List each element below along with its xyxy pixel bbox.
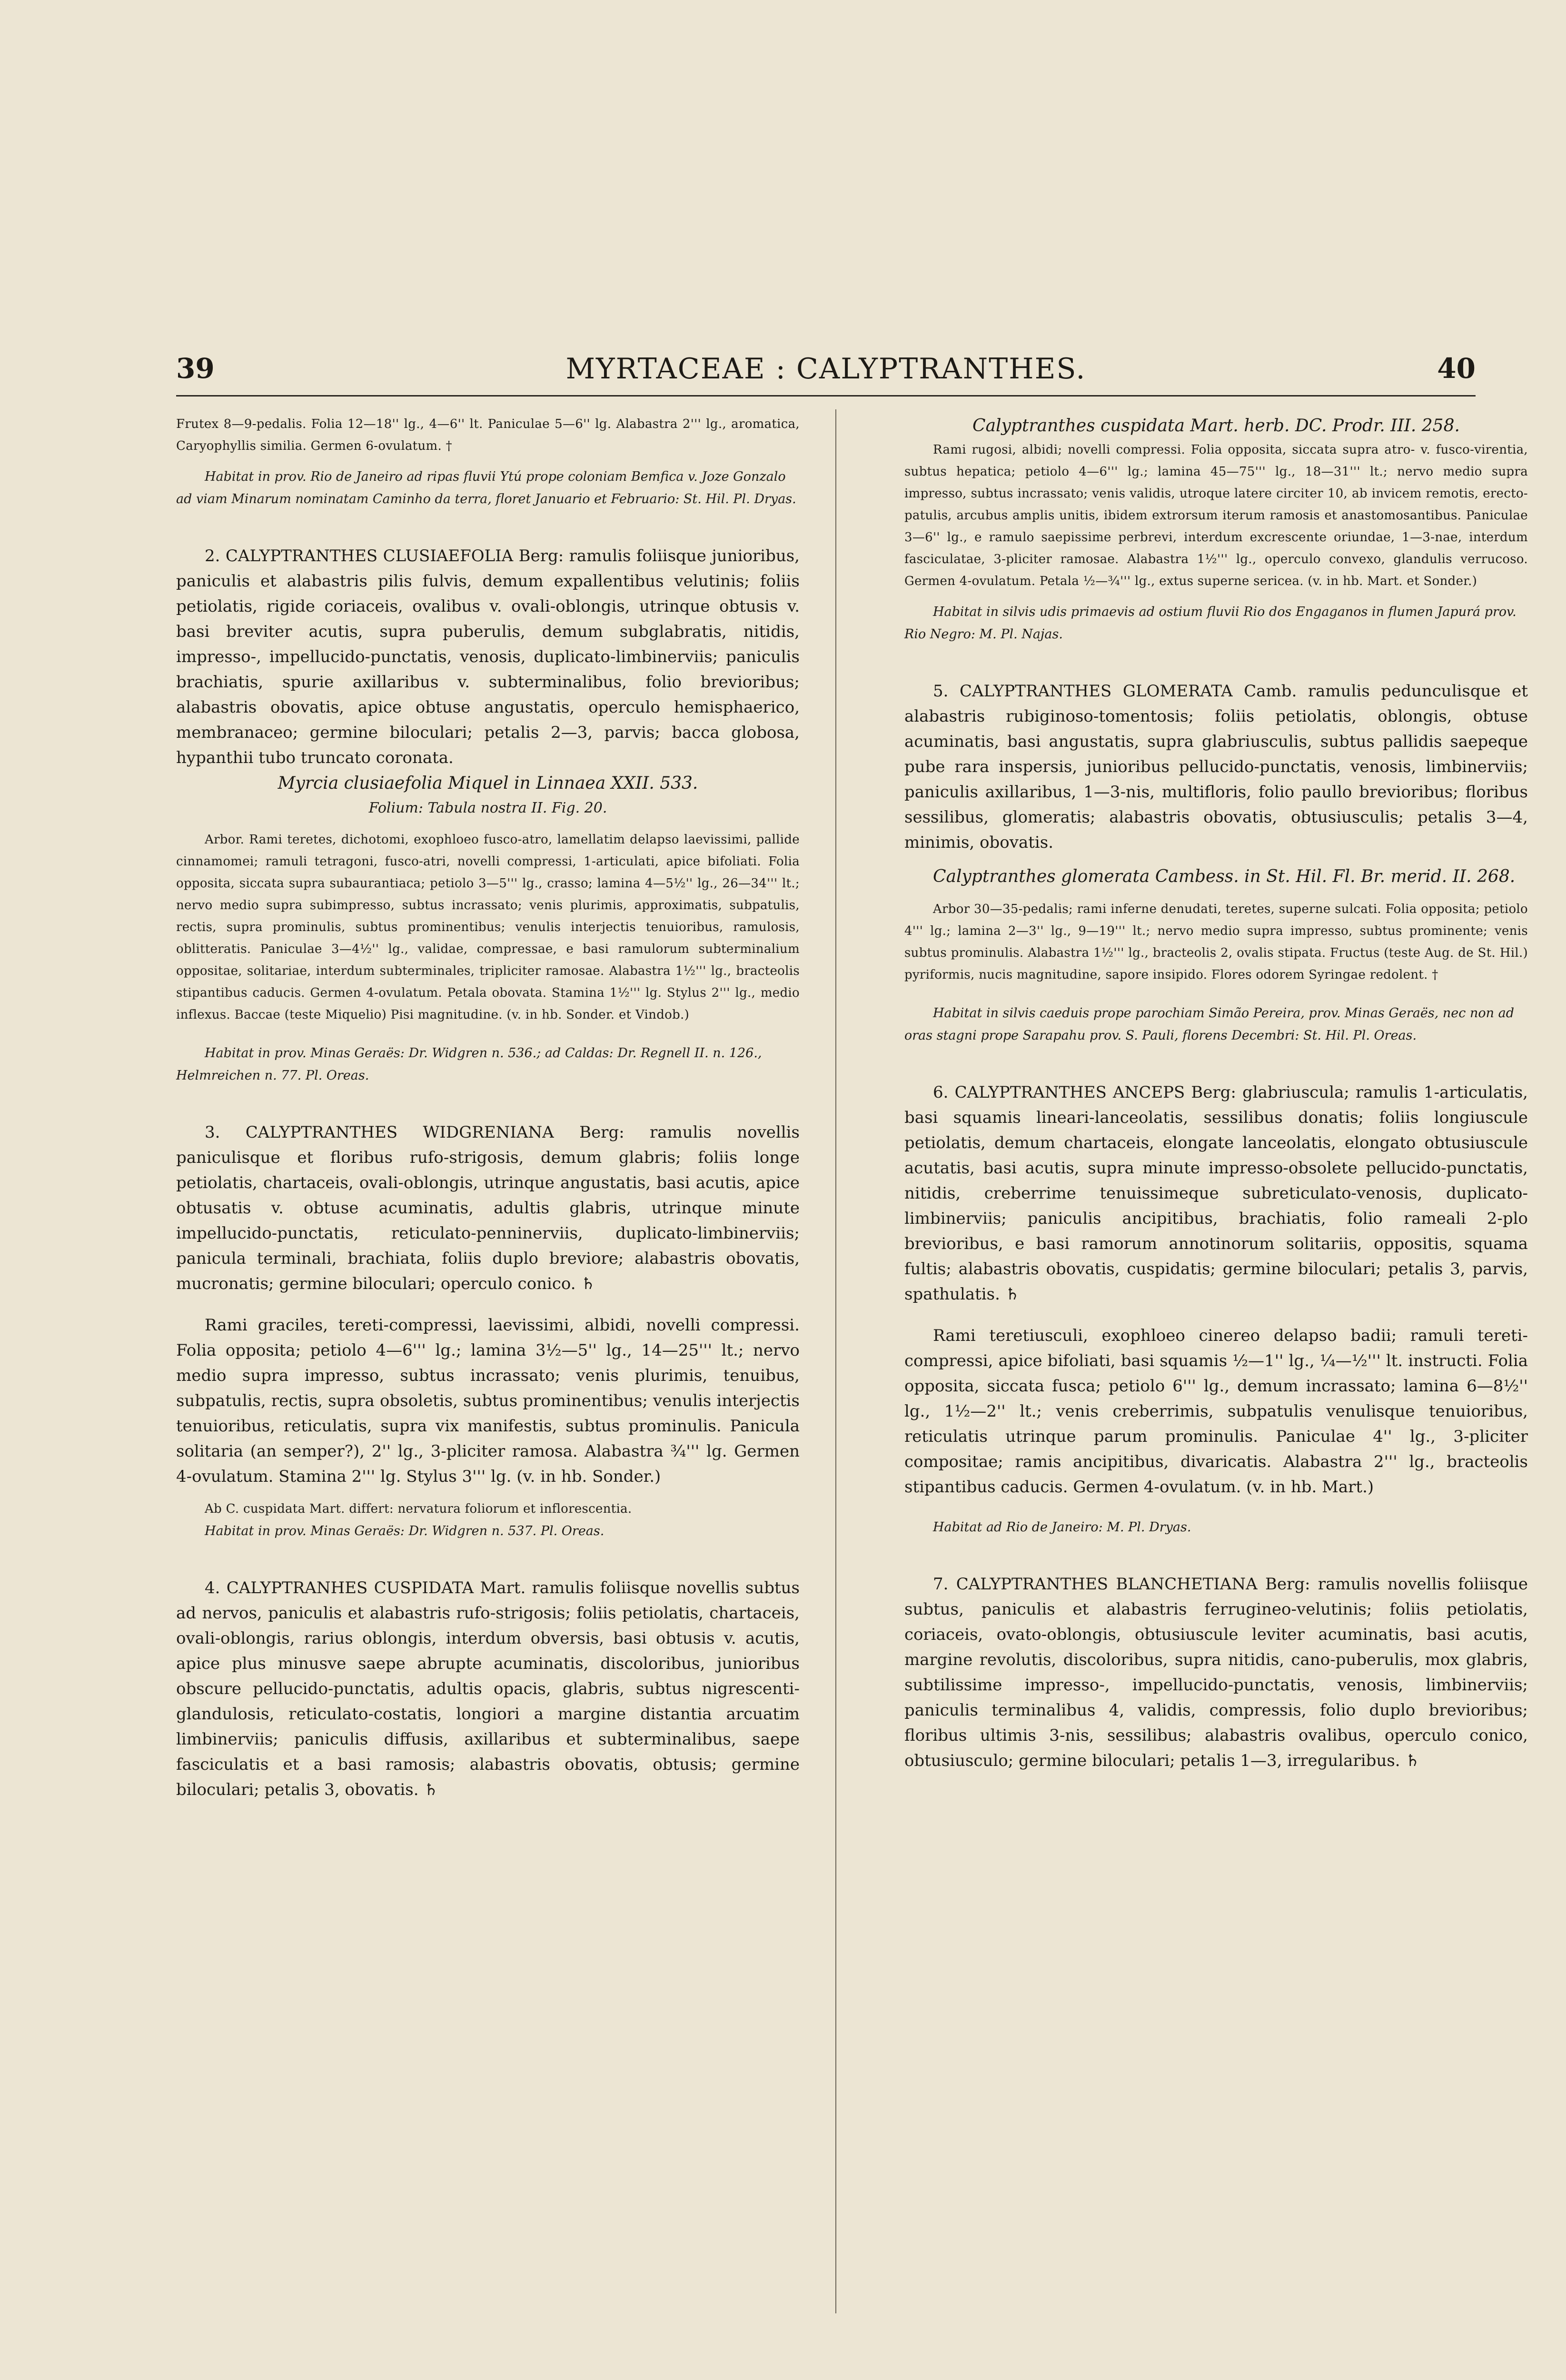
species-6-diagnosis: 6. CALYPTRANTHES ANCEPS Berg: glabriuscula; ramulis 1-articulatis, basi squamis lineari-lanceolatis, sessilibus donatis; foliis longiuscule petiolatis, demum chartaceis, elongate lanceolatis, elongato obtusiuscule acutatis, basi acutis, supra minute impresso-obsolete pellucido-punctatis, nitidis, creberrime tenuissimeque subreticulato-venosis, duplicato-limbinerviis; paniculis ancipitibus, brachiatis, folio rameali 2-plo brevioribus, e basi ramorum annotinorum solitariis, oppositis, squama fultis; alabastris obovatis, cuspidatis; germine biloculari; petalis 3, parvis, spathulatis. ♄	[904, 1083, 1528, 1304]
species-5-habitat: Habitat in silvis caeduis prope parochiam Simão Pereira, prov. Minas Geraës, nec non ad oras stagni prope Sarapahu prov. S. Pauli, florens Decembri: St. Hil. Pl. Oreas.	[904, 1006, 1514, 1043]
species-4-description: Rami rugosi, albidi; novelli compressi. Folia opposita, siccata supra atro- v. fusco-virentia, subtus hepatica; petiolo 4—6''' lg.; lamina 45—75''' lg., 18—31''' lt.; nervo medio supra impresso, subtus incrassato; venis validis, utroque latere circiter 10, ab invicem remotis, erecto-patulis, arcubus amplis unitis, ibidem extrorsum iterum ramosis et anastomosantibus. Paniculae 3—6'' lg., e ramulo saepissime perbrevi, interdum excrescente oriundae, 1—3-nae, interdum fasciculatae, 3-pliciter ramosae. Alabastra 1½''' lg., operculo convexo, glandulis verrucoso. Germen 4-ovulatum. Petala ½—¾''' lg., extus superne sericea. (v. in hb. Mart. et Sonder.)	[904, 443, 1528, 588]
page-number-left: 39	[176, 352, 215, 385]
species-3-habitat: Habitat in prov. Minas Geraës: Dr. Widgren n. 537. Pl. Oreas.	[205, 1524, 605, 1538]
left-column	[176, 413, 800, 1803]
species-3-note: Ab C. cuspidata Mart. differt: nervatura foliorum et inflorescentia.	[205, 1502, 632, 1516]
right-column	[904, 413, 1528, 1774]
page-number-right: 40	[1437, 352, 1476, 385]
species-2-description: Arbor. Rami teretes, dichotomi, exophloeo fusco-atro, lamellatim delapso laevissimi, pallide cinnamomei; ramuli tetragoni, fusco-atri, novelli compressi, 1-articulati, apice bifoliati. Folia opposita, siccata supra subaurantiaca; petiolo 3—5''' lg., crasso; lamina 4—5½'' lg., 26—34''' lt.; nervo medio supra subimpresso, subtus incrassato; venis plurimis, approximatis, subpatulis, rectis, supra prominulis, subtus prominentibus; venulis interjectis tenuioribus, ramulosis, oblitteratis. Paniculae 3—4½'' lg., validae, compressae, e basi ramulorum subterminalium oppositae, solitariae, interdum subterminales, tripliciter ramosae. Alabastra 1½''' lg., bracteolis stipantibus caducis. Germen 4-ovulatum. Petala obovata. Stamina 1½''' lg. Stylus 2''' lg., medio inflexus. Baccae (teste Miquelio) Pisi magnitudine. (v. in hb. Sonder. et Vindob.)	[176, 833, 800, 1022]
species-4-citation: Calyptranthes cuspidata Mart. herb. DC. Prodr. III. 258.	[972, 416, 1460, 436]
intro-habitat: Habitat in prov. Rio de Janeiro ad ripas fluvii Ytú prope coloniam Bemfica v. Joze Gonzalo ad viam Minarum nominatam Caminho da terra, floret Januario et Februario: St. Hil. Pl. Dryas.	[176, 469, 796, 506]
species-2-diagnosis: 2. CALYPTRANTHES CLUSIAEFOLIA Berg: ramulis foliisque junioribus, paniculis et alabastris pilis fulvis, demum expallentibus velutinis; foliis petiolatis, rigide coriaceis, ovalibus v. ovali-oblongis, utrinque obtusis v. basi breviter acutis, supra puberulis, demum subglabratis, nitidis, impresso-, impellucido-punctatis, venosis, duplicato-limbinerviis; paniculis brachiatis, spurie axillaribus v. subterminalibus, folio brevioribus; alabastris obovatis, apice obtuse angustatis, operculo hemisphaerico, membranaceo; germine biloculari; petalis 2—3, parvis; bacca globosa, hypanthii tubo truncato coronata.	[176, 546, 800, 767]
column-divider	[835, 409, 836, 2313]
species-7-diagnosis: 7. CALYPTRANTHES BLANCHETIANA Berg: ramulis novellis foliisque subtus, paniculis et alabastris ferrugineo-velutinis; foliis petiolatis, coriaceis, ovato-oblongis, obtusiuscule leviter acuminatis, basi acutis, margine revolutis, discoloribus, supra nitidis, cano-puberulis, mox glabris, subtilissime impresso-, impellucido-punctatis, venosis, limbinerviis; paniculis terminalibus 4, validis, compressis, folio duplo brevioribus; floribus ultimis 3-nis, sessilibus; alabastris ovalibus, operculo conico, obtusiusculo; germine biloculari; petalis 1—3, irregularibus. ♄	[904, 1575, 1528, 1770]
running-title: MYRTACEAE : CALYPTRANTHES.	[565, 352, 1086, 386]
species-6-description: Rami teretiusculi, exophloeo cinereo delapso badii; ramuli tereti-compressi, apice bifoliati, basi squamis ½—1'' lg., ¼—½''' lt. instructi. Folia opposita, siccata fusca; petiolo 6''' lg., demum incrassato; lamina 6—8½'' lg., 1½—2'' lt.; venis creberrimis, subpatulis venulisque tenuioribus, reticulatis utrinque parum prominulis. Paniculae 4'' lg., 3-pliciter compositae; ramis ancipitibus, divaricatis. Alabastra 2''' lg., bracteolis stipantibus caducis. Germen 4-ovulatum. (v. in hb. Mart.)	[904, 1326, 1528, 1497]
species-2-citation: Myrcia clusiaefolia Miquel in Linnaea XXII. 533.	[278, 774, 698, 793]
species-6-habitat: Habitat ad Rio de Janeiro: M. Pl. Dryas.	[933, 1520, 1191, 1535]
species-4-habitat: Habitat in silvis udis primaevis ad ostium fluvii Rio dos Engaganos in flumen Japurá prov. Rio Negro: M. Pl. Najas.	[904, 605, 1516, 642]
species-3-description: Rami graciles, tereti-compressi, laevissimi, albidi, novelli compressi. Folia opposita; petiolo 4—6''' lg.; lamina 3½—5'' lg., 14—25''' lt.; nervo medio supra impresso, subtus incrassato; venis plurimis, tenuibus, subpatulis, rectis, supra obsoletis, subtus prominentibus; venulis interjectis tenuioribus, reticulatis, supra vix manifestis, subtus prominulis. Panicula solitaria (an semper?), 2'' lg., 3-pliciter ramosa. Alabastra ¾''' lg. Germen 4-ovulatum. Stamina 2''' lg. Stylus 3''' lg. (v. in hb. Sonder.)	[176, 1316, 800, 1486]
species-5-citation: Calyptranthes glomerata Cambess. in St. Hil. Fl. Br. merid. II. 268.	[933, 867, 1516, 886]
intro-description: Frutex 8—9-pedalis. Folia 12—18'' lg., 4—6'' lt. Paniculae 5—6'' lg. Alabastra 2''' lg., aromatica, Caryophyllis similia. Germen 6-ovulatum. †	[176, 417, 800, 453]
species-3-diagnosis: 3. CALYPTRANTHES WIDGRENIANA Berg: ramulis novellis paniculisque et floribus rufo-strigosis, demum glabris; foliis longe petiolatis, chartaceis, ovali-oblongis, utrinque angustatis, basi acutis, apice obtusatis v. obtuse acuminatis, adultis glabris, utrinque minute impellucido-punctatis, reticulato-penninerviis, duplicato-limbinerviis; panicula terminali, brachiata, foliis duplo breviore; alabastris obovatis, mucronatis; germine biloculari; operculo conico. ♄	[176, 1123, 800, 1293]
species-5-description: Arbor 30—35-pedalis; rami inferne denudati, teretes, superne sulcati. Folia opposita; petiolo 4''' lg.; lamina 2—3'' lg., 9—19''' lt.; nervo medio supra impresso, subtus prominente; venis subtus prominulis. Alabastra 1½''' lg., bracteolis 2, ovalis stipata. Fructus (teste Aug. de St. Hil.) pyriformis, nucis magnitudine, sapore insipido. Flores odorem Syringae redolent. †	[904, 902, 1528, 982]
species-4-diagnosis: 4. CALYPTRANHES CUSPIDATA Mart. ramulis foliisque novellis subtus ad nervos, paniculis et alabastris rufo-strigosis; foliis petiolatis, chartaceis, ovali-oblongis, rarius oblongis, interdum obversis, basi obtusis v. acutis, apice plus minusve saepe abrupte acuminatis, discoloribus, junioribus obscure pellucido-punctatis, adultis opacis, glabris, subtus nigrescenti-glandulosis, reticulato-costatis, longiori a margine distantia arcuatim limbinerviis; paniculis diffusis, axillaribus et subterminalibus, saepe fasciculatis et a basi ramosis; alabastris obovatis, obtusis; germine biloculari; petalis 3, obovatis. ♄	[176, 1578, 800, 1799]
species-2-folium: Folium: Tabula nostra II. Fig. 20.	[368, 800, 607, 816]
running-header	[176, 352, 1476, 397]
species-5-diagnosis: 5. CALYPTRANTHES GLOMERATA Camb. ramulis pedunculisque et alabastris rubiginoso-tomentosis; foliis petiolatis, oblongis, obtuse acuminatis, basi angustatis, supra glabriusculis, subtus pallidis saepeque pube rara inspersis, junioribus pellucido-punctatis, venosis, limbinerviis; paniculis axillaribus, 1—3-nis, multifloris, folio paullo brevioribus; floribus sessilibus, glomeratis; alabastris obovatis, obtusiusculis; petalis 3—4, minimis, obovatis.	[904, 682, 1528, 852]
species-2-habitat: Habitat in prov. Minas Geraës: Dr. Widgren n. 536.; ad Caldas: Dr. Regnell II. n. 126., Helmreichen n. 77. Pl. Oreas.	[176, 1046, 762, 1083]
